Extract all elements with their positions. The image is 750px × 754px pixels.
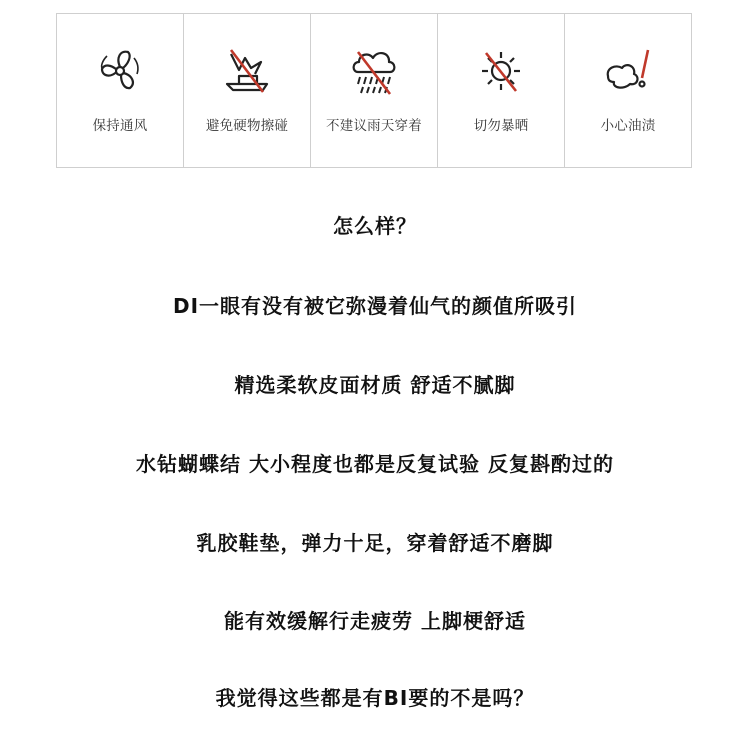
intro-question: 怎么样？ xyxy=(333,214,417,238)
description-line: 乳胶鞋垫，弹力十足，穿着舒适不磨脚 xyxy=(196,531,554,555)
description-line: 水钻蝴蝶结 大小程度也都是反复试验 反复斟酌过的 xyxy=(136,452,614,476)
no-rain-icon xyxy=(344,44,404,98)
oil-stain-icon xyxy=(598,44,658,98)
description-line: DI一眼有没有被它弥漫着仙气的颜值所吸引 xyxy=(172,294,578,318)
care-item-no-sun xyxy=(438,14,565,167)
no-collision-icon xyxy=(217,44,277,98)
care-label: 避免硬物擦碰 xyxy=(205,118,289,134)
care-label: 切勿暴晒 xyxy=(473,118,529,134)
care-item-oil-stain xyxy=(565,14,691,167)
care-item-no-rain xyxy=(311,14,438,167)
care-item-no-collision xyxy=(184,14,311,167)
care-label: 不建议雨天穿着 xyxy=(326,118,422,134)
care-item-ventilation xyxy=(57,14,184,167)
care-label: 保持通风 xyxy=(92,118,148,134)
description-line: 精选柔软皮面材质 舒适不腻脚 xyxy=(234,373,516,397)
care-instructions-strip xyxy=(56,13,692,168)
no-sun-icon xyxy=(471,44,531,98)
fan-icon xyxy=(90,44,150,98)
description-line: 能有效缓解行走疲劳 上脚梗舒适 xyxy=(224,609,526,633)
care-label: 小心油渍 xyxy=(600,118,656,134)
closing-question: 我觉得这些都是有BI要的不是吗？ xyxy=(215,686,535,710)
